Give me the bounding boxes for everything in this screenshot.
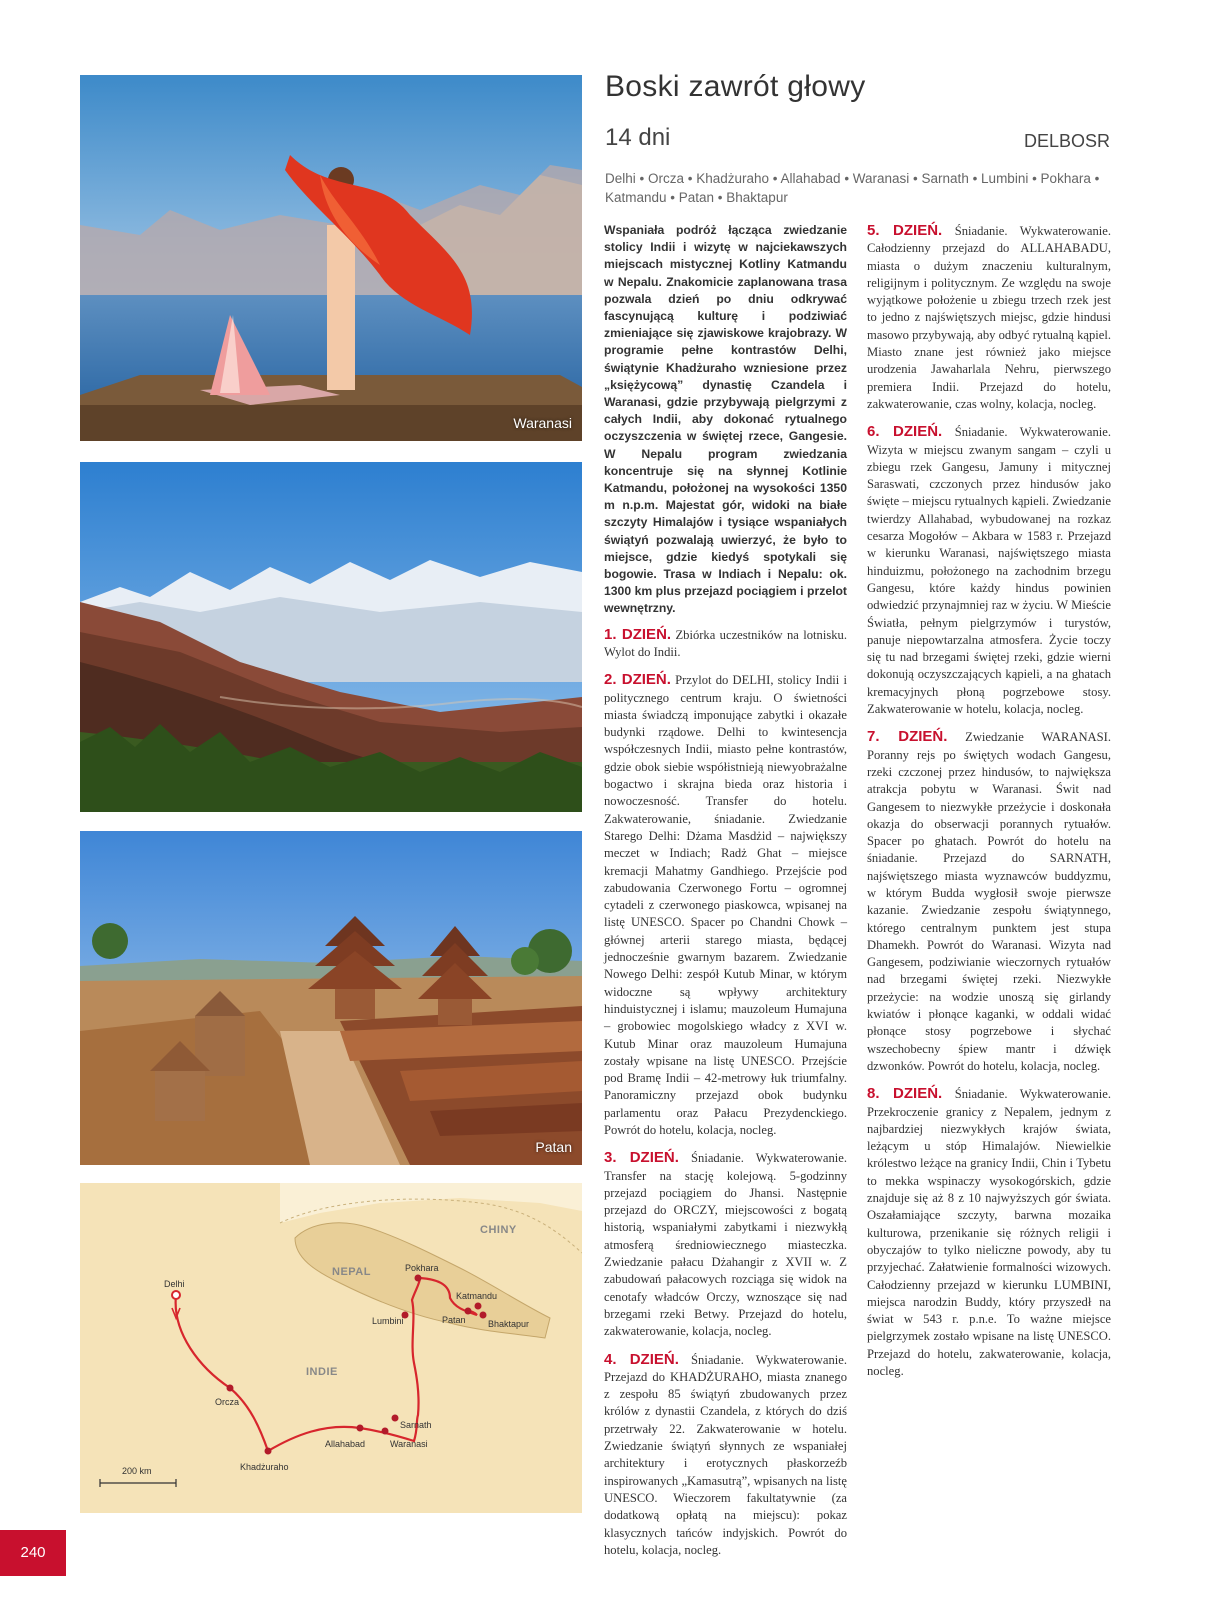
- day-text: Śniadanie. Wykwaterowanie. Wizyta w miejscu zwanym sangam – czyli u zbiegu rzek Gangesu, Jamuny i mitycznej Saraswati, czczonych przez hindusów jako święte – miejscu rytualnych kąpieli. Zwiedzanie twierdzy Allahabad, wybudowanej na rozkaz cesarza Mogołów – Akbara w 1583 r. Przejazd w kierunku Waranasi, najświętszego miasta hinduizmu, położonego na zachodnim brzegu Gangesu, które każdy hindus powinien odwiedzić przynajmniej raz w życiu. W Mieście Światła, pełnym pielgrzymów i turystów, panuje niepowtarzalna atmosfera. Życie toczy się tu nad brzegami świętej rzeki, gdzie wierni dokonują oczyszczających kąpieli, a na ghatach kremacyjnych płoną pogrzebowe stosy. Zakwaterowanie w hotelu, kolacja, nocleg.: [867, 425, 1111, 717]
- waranasi-image: [80, 75, 582, 441]
- map-scale-label: 200 km: [122, 1466, 152, 1476]
- day-7: [867, 728, 1111, 1075]
- day-text: Śniadanie. Wykwaterowanie. Przejazd do KHADŻURAHO, miasta znanego z zespołu 85 świątyń zbudowanych przez królów z dynastii Czandela, z których do dziś przetrwały 22. Zakwaterowanie w hotelu. Zwiedzanie świątyń słynnych ze wspaniałej architektury i erotycznych płaskorzeźb inspirowanych „Kamasutrą”, wpisanych na listę UNESCO. Wieczorem fakultatywnie (za dodatkową opłatą na miejscu): pokaz klasycznych tańców indyjskich. Powrót do hotelu, kolacja, nocleg.: [604, 1352, 847, 1557]
- photo-caption: Waranasi: [513, 415, 572, 431]
- tour-code: DELBOSR: [1023, 131, 1110, 151]
- route-map: [80, 1183, 582, 1513]
- map-city-patan: Patan: [442, 1315, 466, 1325]
- map-city-allahabad: Allahabad: [325, 1439, 366, 1449]
- day-3: [604, 1149, 847, 1340]
- day-label: 4. DZIEŃ.: [604, 1350, 679, 1368]
- day-text: Śniadanie. Wykwaterowanie. Transfer na stację kolejową. 5-godzinny przejazd pociągiem do Jhansi. Następnie przejazd do ORCZY, miejscowości z bogatą historią, wspaniałymi zabytkami i niezwykłą atmosferą średniowiecznego miasteczka. Zwiedzanie pałacu Dżahangir z XVII w. Z zabudowań pałacowych rozciąga się widok na cenotafy władców Orczy, wznoszące się nad brzegami rzeki Betwy. Przejazd do hotelu, zakwaterowanie, kolacja, nocleg.: [604, 1151, 847, 1339]
- map-marker-delhi: [172, 1291, 180, 1299]
- photo-waranasi: [80, 75, 582, 441]
- day-text: Zbiórka uczestników na lotnisku. Wylot do Indii.: [604, 627, 847, 659]
- photo-himalaya: [80, 462, 582, 812]
- day-text: Śniadanie. Wykwaterowanie. Przekroczenie granicy z Nepalem, jednym z najbardziej niezwykłych krajów świata, leżącym u stóp Himalajów. Niewielkie królestwo leżące na granicy Indii, Chin i Tybetu to mekka wspinaczy wysokogórskich, gdzie znajduje się aż 8 z 10 najwyższych gór świata. Oszałamiające szczyty, barwna mozaika kulturowa, przenikanie się różnych religii i obyczajów to tylko nieliczne powody, aby tu przyjechać. Załatwienie formalności wizowych. Całodzienny przejazd w kierunku LUMBINI, miejsca narodzin Buddy, który przyszedł na świat w 543 r. p.n.e. To ważne miejsce pielgrzymek zostało wpisane na listę UNESCO. Przejazd do hotelu, zakwaterowanie, kolacja, nocleg.: [867, 1087, 1111, 1378]
- map-label-china: CHINY: [480, 1224, 517, 1236]
- map-scale-bar: [100, 1479, 176, 1487]
- tour-route: Delhi • Orcza • Khadżuraho • Allahabad • Waranasi • Sarnath • Lumbini • Pokhara • Katmandu • Patan • Bhaktapur: [605, 171, 1100, 205]
- map-city-delhi: Delhi: [164, 1279, 185, 1289]
- day-5: [867, 222, 1111, 413]
- map-label-india: INDIE: [306, 1366, 338, 1378]
- page-title: Boski zawrót głowy: [605, 70, 866, 103]
- day-label: 7. DZIEŃ.: [867, 728, 948, 746]
- map-marker-sarnath: [392, 1415, 399, 1422]
- photo-patan: [80, 831, 582, 1165]
- map-marker-katmandu: [475, 1303, 482, 1310]
- day-label: 3. DZIEŃ.: [604, 1149, 679, 1167]
- text-column-right: [867, 222, 1111, 1390]
- map-city-waranasi: Waranasi: [390, 1439, 428, 1449]
- day-label: 1. DZIEŃ.: [604, 625, 672, 643]
- map-marker-pokhara: [415, 1275, 422, 1282]
- map-city-lumbini: Lumbini: [372, 1316, 404, 1326]
- himalaya-image: [80, 462, 582, 812]
- map-city-bhaktapur: Bhaktapur: [488, 1319, 530, 1329]
- map-marker-allahabad: [357, 1425, 364, 1432]
- day-label: 8. DZIEŃ.: [867, 1085, 943, 1103]
- day-label: 5. DZIEŃ.: [867, 222, 943, 239]
- day-text: Przylot do DELHI, stolicy Indii i politycznego centrum kraju. O świetności miasta świadczą imponujące zabytki i okazałe budynki rządowe. Delhi to kwintesencja współczesnych Indii, miasto pełne kontrastów, gdzie obok siebie współistnieją niewyobrażalne bogactwo i skrajna bieda oraz historia i nowoczesność. Transfer do hotelu. Zakwaterowanie, śniadanie. Zwiedzanie Starego Delhi: Dżama Masdżid – największy meczet w Indiach; Radż Ghat – miejsce kremacji Mahatmy Gandhiego. Przejście pod zabudowania Czerwonego Fortu – ogromnej cytadeli z czerwonego piaskowca, wpisanej na listę UNESCO. Spacer po Chandni Chowk – głównej arterii starego miasta, będącej jednocześnie gwarnym bazarem. Zwiedzanie Nowego Delhi: zespół Kutub Minar, w którym widoczne są wpływy architektury hinduistycznej i islamu; mauzoleum Humajuna – grobowiec mogolskiego władcy z XVI w. Kutub Minar oraz mauzoleum Humajuna zostały wpisane na listę UNESCO. Przejście pod Bramę Indii – 42-metrowy łuk triumfalny. Panoramiczny przejazd obok budynku parlamentu oraz Pałacu Prezydenckiego. Powrót do hotelu, kolacja, nocleg.: [604, 673, 847, 1137]
- patan-image: [80, 831, 582, 1165]
- page-number: 240: [0, 1530, 66, 1576]
- map-city-orcza: Orcza: [215, 1397, 240, 1407]
- day-8: [867, 1085, 1111, 1380]
- map-city-pokhara: Pokhara: [405, 1263, 439, 1273]
- map-marker-patan: [465, 1308, 472, 1315]
- day-6: [867, 423, 1111, 718]
- map-marker-khadzuraho: [265, 1448, 272, 1455]
- map-label-nepal: NEPAL: [332, 1266, 371, 1278]
- text-column-left: [604, 222, 847, 1569]
- map-graphic: [80, 1183, 582, 1513]
- day-1: [604, 626, 847, 662]
- day-2: [604, 671, 847, 1139]
- map-marker-bhaktapur: [480, 1312, 487, 1319]
- map-marker-orcza: [227, 1385, 234, 1392]
- day-label: 6. DZIEŃ.: [867, 423, 943, 441]
- map-city-khadzuraho: Khadżuraho: [240, 1462, 289, 1472]
- photo-caption: Patan: [535, 1139, 572, 1155]
- day-text: Zwiedzanie WARANASI. Poranny rejs po świętych wodach Gangesu, rzeki czczonej przez hindusów, to największa atrakcja pobytu w Waranasi. Świt nad Gangesem to niezwykłe przeżycie i doskonała okazja do obserwacji porannych rytuałów. Spacer po ghatach. Powrót do hotelu na śniadanie. Przejazd do SARNATH, najświętszego miasta wyznawców buddyzmu, w którym Budda wygłosił swoje pierwsze kazanie. Zwiedzanie zespołu świątynnego, którego centralnym punktem jest stupa Dhamekh. Powrót do Waranasi. Wizyta nad Gangesem, podziwianie wieczornych rytuałów nad brzegami świętej rzeki. Niezwykłe przeżycie: na wodzie unoszą się girlandy kwiatów i płonące kaganki, w oddali widać płonące stosy pogrzebowe i słychać wszechobecny śpiew mantr i dźwięk dzwonków. Powrót do hotelu, kolacja, nocleg.: [867, 730, 1111, 1073]
- intro-paragraph: Wspaniała podróż łącząca zwiedzanie stolicy Indii i wizytę w najciekawszych miejscach mistycznej Kotliny Katmandu w Nepalu. Znakomicie zaplanowana trasa pozwala dzień po dniu odkrywać fascynującą kulturę i podziwiać zmieniające się zjawiskowe krajobrazy. W programie pełne kontrastów Delhi, świątynie Khadżuraho wzniesione przez „księżycową” dynastię Czandela i Waranasi, gdzie przybywają pielgrzymi z całych Indii, aby dokonać rytualnego oczyszczenia w świętej rzece, Gangesie. W Nepalu program zwiedzania koncentruje się na słynnej Kotlinie Katmandu, położonej na wysokości 1350 m n.p.m. Majestat gór, widoki na białe szczyty Himalajów i tysiące wspaniałych świątyń pozwalają uwierzyć, że było to miejsce, gdzie kiedyś spotykali się bogowie. Trasa w Indiach i Nepalu: ok. 1300 km plus przejazd pociągiem i przelot wewnętrzny.: [604, 223, 847, 616]
- day-label: 2. DZIEŃ.: [604, 671, 671, 689]
- map-city-katmandu: Katmandu: [456, 1291, 498, 1301]
- map-marker-waranasi: [382, 1428, 389, 1435]
- day-text: Śniadanie. Wykwaterowanie. Całodzienny przejazd do ALLAHABADU, miasta o dużym znaczeniu kulturalnym, religijnym i politycznym. Ze względu na swoje wyjątkowe położenie u zbiegu trzech rzek jest to jedno z najświętszych miejsc, gdzie hindusi masowo przybywają, aby odbyć rytualną kąpiel. Miasto znane jest również jako miejsce urodzenia Jawaharlala Nehru, pierwszego premiera Indii. Przejazd do hotelu, zakwaterowanie, czas wolny, kolacja, nocleg.: [867, 224, 1111, 411]
- day-4: [604, 1351, 847, 1560]
- map-city-sarnath: Sarnath: [400, 1420, 432, 1430]
- tour-duration: 14 dni: [605, 124, 671, 151]
